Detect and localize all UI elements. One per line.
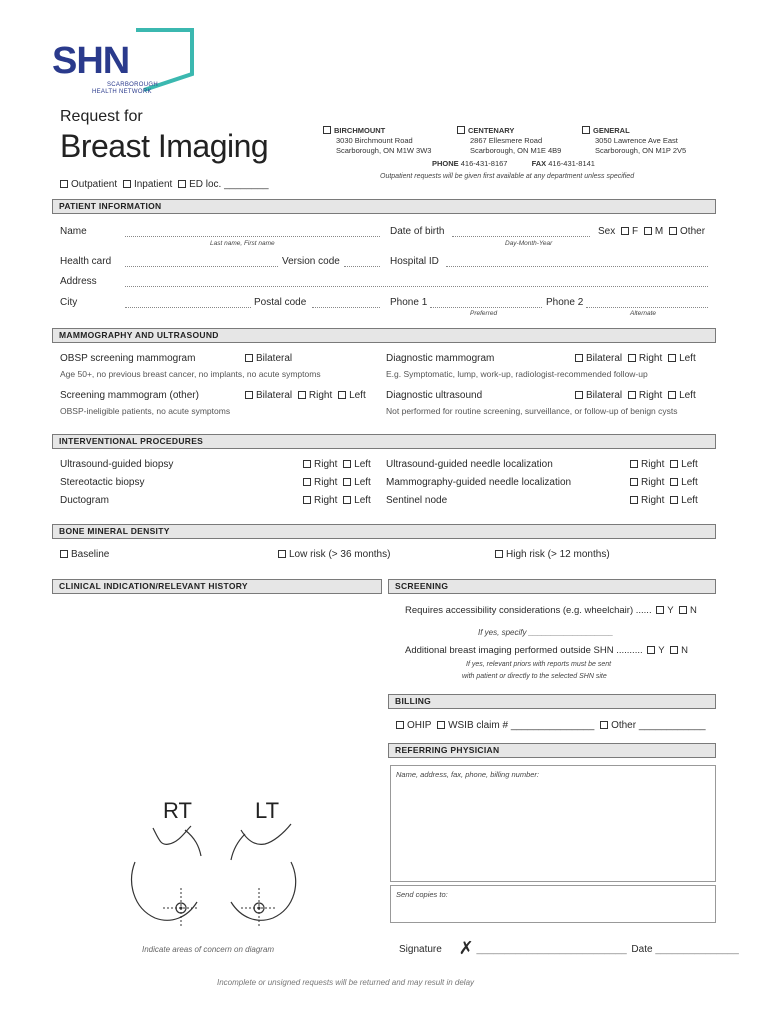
screening-mammo-sub: OBSP-ineligible patients, no acute symptoms (60, 406, 231, 416)
ohip-label: OHIP (407, 720, 432, 731)
centenary-checkbox[interactable] (457, 126, 465, 134)
version-code-field[interactable] (344, 266, 380, 267)
interventional-right-3: Sentinel node (386, 495, 448, 506)
left-label: Left (354, 495, 371, 506)
patient-info-header: PATIENT INFORMATION (52, 199, 716, 214)
diagram-note: Indicate areas of concern on diagram (142, 945, 275, 954)
billing-header: BILLING (388, 694, 716, 709)
location-birchmount (323, 126, 431, 156)
right-label: Right (641, 459, 665, 470)
right-label: Right (314, 495, 338, 506)
right-label: Right (641, 495, 665, 506)
diag-us-label: Diagnostic ultrasound (386, 390, 483, 401)
diag-mammo-options (575, 353, 696, 364)
accessibility-n-checkbox[interactable] (679, 606, 687, 614)
screening-left-checkbox[interactable] (338, 391, 346, 399)
postal-code-label: Postal code (254, 297, 307, 308)
diag-mammo-right-checkbox[interactable] (628, 354, 636, 362)
sex-other-checkbox[interactable] (669, 227, 677, 235)
fax-number: 416-431-8141 (548, 159, 595, 168)
clinical-header: CLINICAL INDICATION/RELEVANT HISTORY (52, 579, 382, 594)
city-field[interactable] (125, 307, 251, 308)
version-code-label: Version code (282, 256, 340, 267)
sex-other-label: Other (680, 226, 706, 237)
right-label: Right (641, 477, 665, 488)
footer-note: Incomplete or unsigned requests will be returned and may result in delay (217, 978, 475, 987)
left-label: Left (679, 353, 696, 364)
screening-mammo-label: Screening mammogram (other) (60, 390, 199, 401)
if-yes-specify[interactable]: If yes, specify ___________________ (478, 628, 614, 637)
left-checkbox[interactable] (343, 478, 351, 486)
right-label: Right (638, 390, 663, 401)
left-checkbox[interactable] (670, 478, 678, 486)
diag-us-bilateral-checkbox[interactable] (575, 391, 583, 399)
other-billing-checkbox[interactable] (600, 721, 608, 729)
physician-info-box[interactable] (390, 765, 716, 882)
diag-us-options (575, 390, 696, 401)
title-line1: Request for (60, 108, 143, 125)
date-field[interactable]: _______________ (655, 944, 739, 955)
location-addr1: 3030 Birchmount Road (336, 136, 413, 145)
additional-n-checkbox[interactable] (670, 646, 678, 654)
baseline-checkbox[interactable] (60, 550, 68, 558)
right-checkbox[interactable] (303, 460, 311, 468)
left-label: Left (354, 477, 371, 488)
phone1-field[interactable] (430, 307, 542, 308)
interventional-left-options-2 (303, 477, 371, 488)
left-checkbox[interactable] (343, 496, 351, 504)
signature-row (399, 938, 739, 959)
bilateral-label: Bilateral (586, 390, 623, 401)
logo-sub1: SCARBOROUGH (107, 82, 158, 88)
additional-label: Additional breast imaging performed outside SHN .......... (405, 645, 643, 656)
screening-header: SCREENING (388, 579, 716, 594)
priors-note-1: If yes, relevant priors with reports must be sent (466, 661, 612, 668)
phone-label: PHONE (432, 159, 459, 168)
logo (52, 26, 202, 98)
location-addr2: Scarborough, ON M1E 4B9 (470, 146, 562, 155)
interventional-left-3: Ductogram (60, 495, 109, 506)
ed-checkbox[interactable] (178, 180, 186, 188)
health-card-label: Health card (60, 256, 112, 267)
outpatient-note: Outpatient requests will be given first available at any department unless specified (380, 173, 635, 180)
bilateral-label: Bilateral (256, 353, 293, 364)
right-label: Right (314, 459, 338, 470)
sex-m-checkbox[interactable] (644, 227, 652, 235)
bilateral-label: Bilateral (586, 353, 623, 364)
interventional-left-1: Ultrasound-guided biopsy (60, 459, 174, 470)
diag-mammo-sub: E.g. Symptomatic, lump, work-up, radiologist-recommended follow-up (386, 369, 648, 379)
birchmount-checkbox[interactable] (323, 126, 331, 134)
diag-mammo-left-checkbox[interactable] (668, 354, 676, 362)
send-copies-box[interactable] (390, 885, 716, 923)
outpatient-checkbox[interactable] (60, 180, 68, 188)
bmd-header: BONE MINERAL DENSITY (52, 524, 716, 539)
location-addr2: Scarborough, ON M1W 3W3 (336, 146, 432, 155)
right-label: Right (314, 477, 338, 488)
name-label: Name (60, 226, 87, 237)
hospital-id-field[interactable] (446, 266, 708, 267)
diag-us-sub: Not performed for routine screening, surveillance, or follow-up of benign cysts (386, 406, 678, 416)
right-label: Right (308, 390, 333, 401)
ed-loc-label: ED loc. ________ (189, 179, 269, 190)
page-title: Breast Imaging (60, 128, 269, 164)
high-risk-label: High risk (> 12 months) (506, 549, 610, 560)
lt-label: LT (255, 798, 280, 823)
general-checkbox[interactable] (582, 126, 590, 134)
priors-note-2: with patient or directly to the selected SHN site (462, 673, 607, 680)
diag-mammo-bilateral-checkbox[interactable] (575, 354, 583, 362)
other-billing-label: Other ____________ (611, 720, 706, 731)
left-label: Left (349, 390, 366, 401)
right-checkbox[interactable] (303, 496, 311, 504)
location-name: CENTENARY (468, 126, 515, 135)
right-checkbox[interactable] (303, 478, 311, 486)
interventional-right-options-2 (630, 477, 698, 488)
low-risk-label: Low risk (> 36 months) (289, 549, 391, 560)
interventional-right-options-3 (630, 495, 698, 506)
breast-diagram[interactable] (105, 790, 325, 940)
left-label: Left (681, 495, 698, 506)
sex-label: Sex (598, 226, 616, 237)
mammo-header: MAMMOGRAPHY AND ULTRASOUND (52, 328, 716, 343)
location-centenary (457, 126, 561, 156)
left-label: Left (681, 477, 698, 488)
accessibility-y-checkbox[interactable] (656, 606, 664, 614)
accessibility-row (405, 605, 697, 616)
interventional-header: INTERVENTIONAL PROCEDURES (52, 434, 716, 449)
phone1-hint: Preferred (470, 310, 498, 317)
left-checkbox[interactable] (343, 460, 351, 468)
health-card-field[interactable] (125, 266, 278, 267)
signature-field[interactable]: ___________________________ (476, 944, 627, 955)
location-name: GENERAL (593, 126, 630, 135)
interventional-left-options-1 (303, 459, 371, 470)
screening-mammo-options (245, 390, 366, 401)
dob-hint: Day-Month-Year (505, 240, 553, 247)
left-label: Left (354, 459, 371, 470)
dob-field[interactable] (452, 236, 590, 237)
additional-y-checkbox[interactable] (647, 646, 655, 654)
obsp-label: OBSP screening mammogram (60, 353, 196, 364)
wsib-checkbox[interactable] (437, 721, 445, 729)
additional-row (405, 645, 688, 656)
left-checkbox[interactable] (670, 496, 678, 504)
phone2-field[interactable] (586, 307, 708, 308)
phone2-hint: Alternate (630, 310, 657, 317)
referring-header: REFERRING PHYSICIAN (388, 743, 716, 758)
location-addr1: 3050 Lawrence Ave East (595, 136, 678, 145)
screening-bilateral-checkbox[interactable] (245, 391, 253, 399)
interventional-right-options-1 (630, 459, 698, 470)
postal-code-field[interactable] (312, 307, 380, 308)
low-risk-checkbox[interactable] (278, 550, 286, 558)
right-checkbox[interactable] (630, 460, 638, 468)
city-label: City (60, 297, 78, 308)
interventional-left-2: Stereotactic biopsy (60, 477, 145, 488)
signature-mark-icon: ✗ (458, 938, 474, 958)
location-addr1: 2867 Ellesmere Road (470, 136, 543, 145)
left-label: Left (679, 390, 696, 401)
phone2-label: Phone 2 (546, 297, 584, 308)
wsib-label: WSIB claim # _______________ (448, 720, 595, 731)
dob-label: Date of birth (390, 226, 445, 237)
right-checkbox[interactable] (630, 496, 638, 504)
bmd-baseline (60, 549, 109, 560)
logo-sub2: HEALTH NETWORK (92, 89, 152, 95)
right-checkbox[interactable] (630, 478, 638, 486)
sex-m-label: M (654, 226, 664, 237)
ohip-checkbox[interactable] (396, 721, 404, 729)
billing-row (396, 720, 706, 731)
name-field[interactable] (125, 236, 380, 237)
inpatient-label: Inpatient (133, 179, 173, 190)
phone-number: 416-431-8167 (460, 159, 508, 168)
address-label: Address (60, 276, 97, 287)
left-checkbox[interactable] (670, 460, 678, 468)
baseline-label: Baseline (71, 549, 110, 560)
diag-mammo-label: Diagnostic mammogram (386, 353, 495, 364)
inpatient-checkbox[interactable] (123, 180, 131, 188)
hospital-id-label: Hospital ID (390, 256, 439, 267)
obsp-sub: Age 50+, no previous breast cancer, no implants, no acute symptoms (60, 369, 321, 379)
bmd-low (278, 549, 390, 560)
outpatient-label: Outpatient (71, 179, 118, 190)
n-label: N (681, 645, 688, 656)
date-label: Date (631, 944, 653, 955)
send-copies-label: Send copies to: (396, 890, 448, 899)
rt-label: RT (163, 798, 192, 823)
patient-type-row (60, 179, 269, 190)
sex-row (598, 226, 705, 237)
high-risk-checkbox[interactable] (495, 550, 503, 558)
n-label: N (690, 605, 697, 616)
breast-outline-icon (105, 790, 325, 940)
fax-label: FAX (531, 159, 547, 168)
y-label: Y (658, 645, 665, 656)
diag-us-right-checkbox[interactable] (628, 391, 636, 399)
right-label: Right (638, 353, 663, 364)
physician-info-label: Name, address, fax, phone, billing number: (396, 770, 539, 779)
location-addr2: Scarborough, ON M1P 2V5 (595, 146, 687, 155)
left-label: Left (681, 459, 698, 470)
accessibility-label: Requires accessibility considerations (e.g. wheelchair) ...... (405, 605, 652, 616)
location-general (582, 126, 686, 156)
screening-right-checkbox[interactable] (298, 391, 306, 399)
address-field[interactable] (125, 286, 708, 287)
bmd-high (495, 549, 610, 560)
contact-line (432, 159, 595, 169)
interventional-right-1: Ultrasound-guided needle localization (386, 459, 553, 470)
signature-label: Signature (399, 944, 442, 955)
interventional-left-options-3 (303, 495, 371, 506)
sex-f-label: F (632, 226, 639, 237)
sex-f-checkbox[interactable] (621, 227, 629, 235)
bilateral-label: Bilateral (256, 390, 293, 401)
logo-text: SHN (52, 40, 130, 82)
obsp-bilateral-checkbox[interactable] (245, 354, 253, 362)
obsp-bilateral (245, 353, 292, 364)
phone1-label: Phone 1 (390, 297, 428, 308)
diag-us-left-checkbox[interactable] (668, 391, 676, 399)
name-hint: Last name, First name (210, 240, 275, 247)
interventional-right-2: Mammography-guided needle localization (386, 477, 572, 488)
y-label: Y (667, 605, 674, 616)
location-name: BIRCHMOUNT (334, 126, 386, 135)
